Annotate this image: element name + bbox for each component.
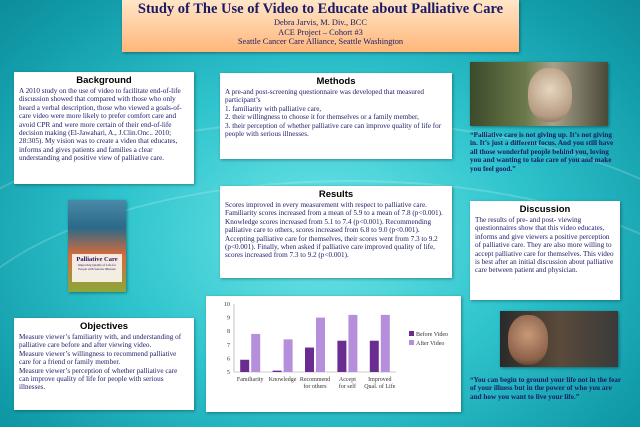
- objectives-section: [14, 318, 194, 410]
- bar: [381, 315, 390, 372]
- legend-label: After Video: [416, 341, 445, 347]
- methods-item: 1. familiarity with palliative care,: [225, 104, 322, 113]
- institution: Seattle Cancer Care Alliance, Seattle Washington: [237, 37, 404, 47]
- x-tick-label: Recommend: [299, 377, 331, 383]
- objectives-heading: Objectives: [79, 321, 129, 332]
- physician-photo: [500, 311, 618, 367]
- bar: [251, 334, 260, 372]
- background-section: [14, 72, 194, 184]
- poster-header: [122, 0, 519, 52]
- methods-item: 2. their willingness to choose it for themselves or a family member,: [225, 113, 419, 122]
- methods-section: [220, 73, 452, 159]
- legend-label: Before Video: [416, 332, 449, 338]
- y-tick-label: 9: [227, 315, 230, 322]
- book-subtitle: Improving Quality of Life for People with Serious Illnesses: [78, 263, 116, 271]
- objectives-item: Measure viewer’s willingness to recommend palliative care for a friend or family member.: [19, 349, 177, 367]
- x-tick-label: Improved: [368, 377, 392, 383]
- project: ACE Project – Cohort #3: [278, 27, 363, 37]
- methods-list: [225, 105, 447, 139]
- background-text: A 2010 study on the use of video to facilitate end-of-life discussion showed that compared with those who only heard a verbal description, those who viewed a goals-of-care video were more likely to prefer comfort care and avoid CPR and were more certain of their end-of-life decision making (El-Jawahari, A., J.Clin.Onc.. 2010; 28:305). My vision was to create a video that educates, informs and gives patients and families a clear understanding and positive view of palliative care.: [19, 87, 182, 163]
- discussion-section: [470, 201, 620, 300]
- results-text: Scores improved in every measurement with respect to palliative care. Familiarity scores increased from a mean of 5.9 to a mean of 7.8 (p<0.001). Knowledge scores increased from 5.1 to 7.4 (p<0.001). Recommending palliative care to others, scores increased from 6.8 to 9.0 (p<0.001). Accepting palliative care for themselves, their scores went from 7.3 to 9.2 (p<0.001). Finally, when asked if palliative care improved quality of life, scores increased from 7.3 to 9.2 (p<0.001).: [225, 201, 443, 260]
- objectives-item: Measure viewer’s perception of whether palliative care can improve quality of life for people with serious illnesses.: [19, 366, 178, 392]
- results-chart: [206, 296, 461, 412]
- background-heading: Background: [76, 75, 132, 86]
- patient-photo: [470, 62, 608, 126]
- x-tick-label: for self: [338, 384, 356, 390]
- y-tick-label: 5: [227, 370, 230, 376]
- x-tick-label: Accept: [338, 377, 356, 383]
- methods-heading: Methods: [316, 76, 356, 87]
- x-tick-label: Qual. of Life: [364, 384, 396, 390]
- book-label: [72, 254, 122, 282]
- book-title: Palliative Care: [76, 256, 118, 263]
- bar: [273, 371, 282, 372]
- y-tick-label: 7: [227, 342, 230, 349]
- methods-item: 3. their perception of whether palliative care can improve quality of life for people with serious illnesses.: [225, 121, 442, 139]
- discussion-heading: Discussion: [519, 204, 571, 215]
- bar-chart: [206, 296, 461, 412]
- book-cover: [68, 200, 126, 292]
- bar: [240, 360, 249, 372]
- author: Debra Jarvis, M. Div., BCC: [274, 18, 367, 27]
- discussion-text: The results of pre- and post- viewing questionnaires show that this video educates, informs and give viewers a positive perception of palliative care. They are also more willing to accept palliative care for themselves. This video is best after an initial discussion about palliative care between patient and physician.: [475, 216, 614, 275]
- x-tick-label: for others: [303, 384, 327, 390]
- y-tick-label: 6: [227, 356, 230, 363]
- bar: [284, 339, 293, 372]
- bar: [337, 341, 346, 372]
- y-tick-label: 8: [227, 329, 230, 336]
- legend-swatch: [409, 340, 414, 345]
- bar: [370, 341, 379, 372]
- results-section: [220, 186, 452, 278]
- bar: [305, 348, 314, 372]
- methods-intro: A pre-and post-screening questionnaire was developed that measured participant’s: [225, 88, 424, 105]
- y-tick-label: 10: [224, 302, 230, 308]
- x-tick-label: Familiarity: [236, 377, 264, 383]
- bar: [348, 315, 357, 372]
- objectives-list: [19, 333, 189, 392]
- patient-quote: “Palliative care is not giving up. It’s not giving in. It’s just a different focus. And you still have all those wonderful people behind you, loving you and wanting to take care of you and make you feel good.”: [470, 131, 614, 173]
- bar: [316, 318, 325, 372]
- physician-quote: “You can begin to ground your life not in the fear of your illness but in the power of who you are and how you want to live your life.”: [470, 376, 621, 401]
- objectives-item: Measure viewer’s familiarity with, and understanding of palliative care before and after viewing video.: [19, 333, 182, 350]
- face-image: [528, 68, 572, 122]
- poster-title: Study of The Use of Video to Educate about Palliative Care: [137, 1, 504, 17]
- legend-swatch: [409, 331, 414, 336]
- x-tick-label: Knowledge: [268, 377, 297, 383]
- face-image: [508, 315, 548, 365]
- results-heading: Results: [318, 189, 354, 200]
